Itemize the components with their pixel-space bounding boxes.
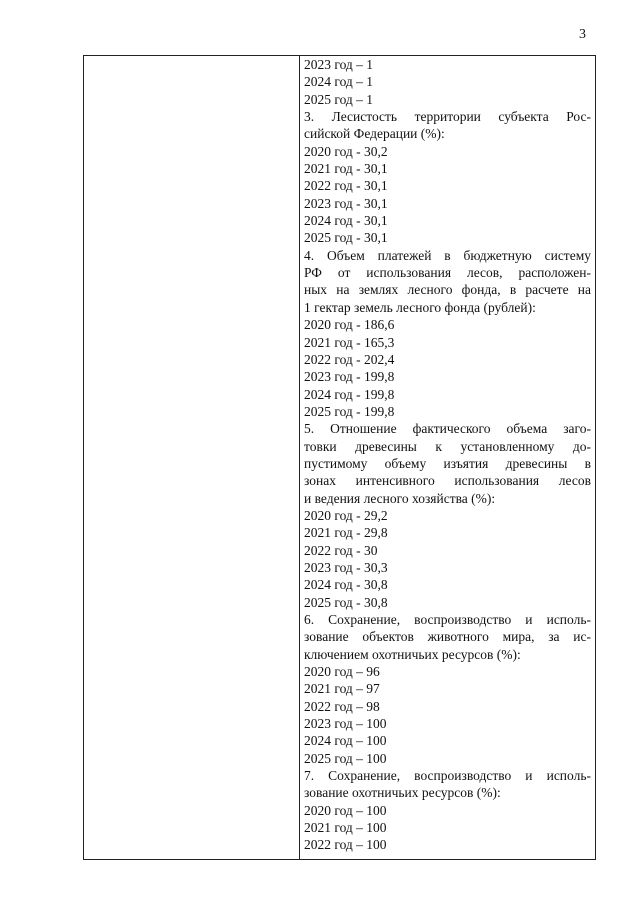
text-line: зование охотничьих ресурсов (%): bbox=[304, 785, 501, 801]
text-line: 2022 год - 30 bbox=[304, 542, 378, 558]
text-line: 2021 год – 97 bbox=[304, 681, 380, 697]
text-line: 3. Лесистость территории субъекта Рос- bbox=[304, 109, 591, 125]
text-line: пустимому объему изъятия древесины в bbox=[304, 455, 591, 471]
text-line: 2021 год - 165,3 bbox=[304, 334, 395, 350]
text-line: 2020 год – 100 bbox=[304, 802, 387, 818]
text-line: ключением охотничьих ресурсов (%): bbox=[304, 646, 521, 662]
text-line: 2021 год - 29,8 bbox=[304, 525, 388, 541]
text-line: 2025 год - 30,1 bbox=[304, 230, 388, 246]
text-line: 2020 год - 30,2 bbox=[304, 143, 388, 159]
text-line: 1 гектар земель лесного фонда (рублей): bbox=[304, 299, 536, 315]
text-line: 2022 год - 202,4 bbox=[304, 351, 395, 367]
text-line: 2023 год - 199,8 bbox=[304, 369, 395, 385]
text-line: 2020 год - 186,6 bbox=[304, 317, 395, 333]
text-line: зование объектов животного мира, за ис- bbox=[304, 629, 591, 645]
text-line: и ведения лесного хозяйства (%): bbox=[304, 490, 496, 506]
text-line: 2020 год - 29,2 bbox=[304, 507, 388, 523]
text-line: 2023 год – 100 bbox=[304, 716, 387, 732]
text-line: РФ от использования лесов, расположен- bbox=[304, 265, 591, 281]
document-table bbox=[83, 55, 596, 860]
text-line: 2024 год - 30,1 bbox=[304, 213, 388, 229]
text-line: 2025 год - 30,8 bbox=[304, 594, 388, 610]
text-line: 2024 год - 30,8 bbox=[304, 577, 388, 593]
text-line: 6. Сохранение, воспроизводство и исполь- bbox=[304, 612, 591, 627]
text-line: зонах интенсивного использования лесов bbox=[304, 473, 591, 489]
text-line: 2021 год - 30,1 bbox=[304, 161, 388, 177]
text-line: 4. Объем платежей в бюджетную систему bbox=[304, 247, 591, 263]
table-right-cell bbox=[301, 56, 591, 859]
text-line: 2022 год – 100 bbox=[304, 837, 387, 853]
text-line: сийской Федерации (%): bbox=[304, 126, 445, 142]
text-line: 2020 год – 96 bbox=[304, 664, 380, 680]
text-line: 2023 год - 30,3 bbox=[304, 559, 388, 575]
text-line: 2023 год – 1 bbox=[304, 57, 374, 72]
text-line: 2024 год – 100 bbox=[304, 733, 387, 749]
text-line: 2024 год – 1 bbox=[304, 74, 374, 90]
text-line: 2023 год - 30,1 bbox=[304, 195, 388, 211]
text-line: товки древесины к установленному до- bbox=[304, 438, 591, 454]
page-number: 3 bbox=[579, 27, 586, 42]
text-line: 2025 год – 1 bbox=[304, 91, 374, 107]
text-line: 2024 год - 199,8 bbox=[304, 386, 395, 402]
text-line: 7. Сохранение, воспроизводство и исполь- bbox=[304, 768, 591, 784]
text-line: 2021 год – 100 bbox=[304, 820, 387, 836]
text-line: 2022 год - 30,1 bbox=[304, 178, 388, 194]
text-line: ных на землях лесного фонда, в расчете на bbox=[304, 282, 591, 298]
text-line: 5. Отношение фактического объема заго- bbox=[304, 421, 591, 437]
table-left-cell bbox=[84, 56, 300, 859]
text-line: 2025 год - 199,8 bbox=[304, 403, 395, 419]
text-line: 2025 год – 100 bbox=[304, 750, 387, 766]
text-line: 2022 год – 98 bbox=[304, 698, 380, 714]
